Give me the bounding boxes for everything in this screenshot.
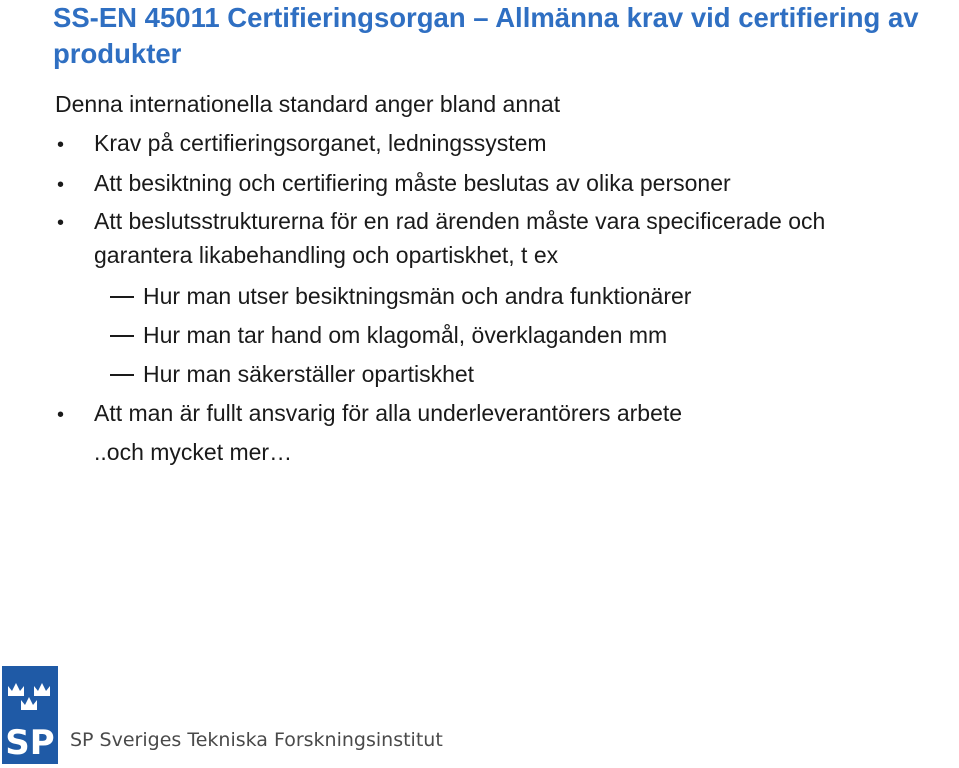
slide-title: SS-EN 45011 Certifieringsorgan – Allmänna krav vid certifiering av produkter — [53, 2, 919, 69]
bullet-item: Att besiktning och certifiering måste beslutas av olika personer — [94, 170, 731, 196]
logo-letters: SP — [5, 723, 55, 763]
bullet-item: Krav på certifieringsorganet, ledningssystem — [94, 130, 547, 156]
intro-text: Denna internationella standard anger bland annat — [55, 91, 561, 117]
organization-name: SP Sveriges Tekniska Forskningsinstitut — [70, 729, 443, 751]
bullet-item: Att man är fullt ansvarig för alla underleverantörers arbete — [94, 400, 683, 426]
sub-item: Hur man säkerställer opartiskhet — [143, 361, 475, 387]
sub-item: Hur man utser besiktningsmän och andra funktionärer — [143, 283, 692, 309]
closing-text: ..och mycket mer… — [94, 439, 293, 465]
sp-logo — [2, 666, 58, 764]
sub-item: Hur man tar hand om klagomål, överklaganden mm — [143, 322, 668, 348]
bullet-marker: • — [57, 212, 65, 234]
dash-marker — [110, 296, 134, 298]
bullet-marker: • — [57, 404, 65, 426]
bullet-marker: • — [57, 134, 65, 156]
dash-marker — [110, 374, 134, 376]
bullet-marker: • — [57, 174, 65, 196]
bullet-item-continuation: garantera likabehandling och opartiskhet, t ex — [94, 242, 559, 268]
bullet-item: Att beslutsstrukturerna för en rad ärenden måste vara specificerade och — [94, 208, 826, 234]
dash-marker — [110, 335, 134, 337]
